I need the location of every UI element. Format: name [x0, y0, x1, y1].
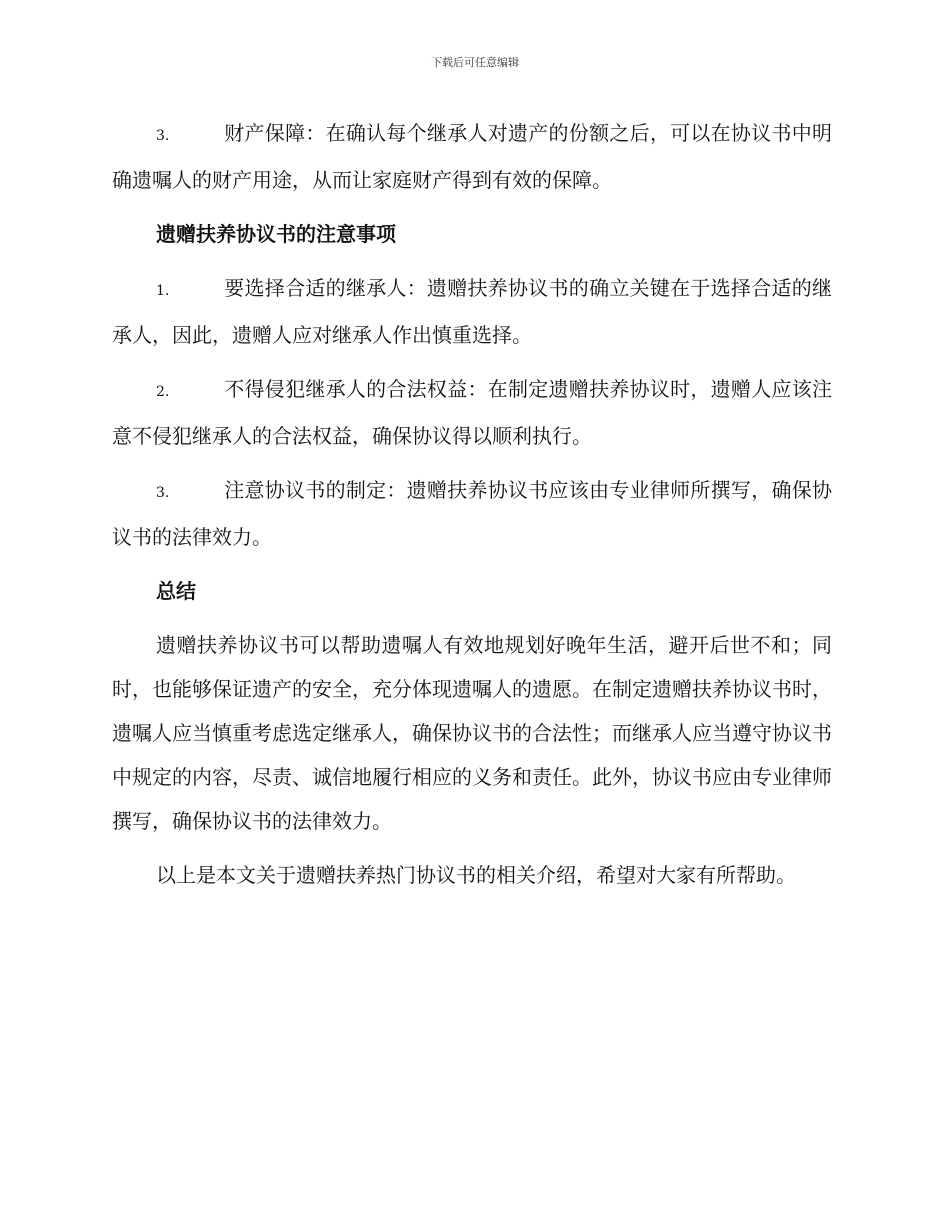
list-item: [112, 468, 832, 559]
list-item: [112, 111, 832, 202]
list-number: 3.: [156, 128, 170, 144]
section-heading-notes: 遗赠扶养协议书的注意事项: [156, 222, 396, 246]
section-heading-summary: 总结: [156, 579, 196, 603]
closing-paragraph: 以上是本文关于遗赠扶养热门协议书的相关介绍，希望对大家有所帮助。: [156, 863, 796, 887]
list-text: 财产保障：在确认每个继承人对遗产的份额之后，可以在协议书中明确遗嘱人的财产用途，从而让家庭财产得到有效的保障。: [112, 121, 832, 192]
list-number: 2.: [156, 384, 170, 400]
document-body: [112, 111, 832, 907]
list-item: [112, 367, 832, 458]
summary-paragraph: 遗赠扶养协议书可以帮助遗嘱人有效地规划好晚年生活，避开后世不和；同时，也能够保证遗产的安全，充分体现遗嘱人的遗愿。在制定遗赠扶养协议书时，遗嘱人应当慎重考虑选定继承人，确保协议书的合法性；而继承人应当遵守协议书中规定的内容，尽责、诚信地履行相应的义务和责任。此外，协议书应由专业律师撰写，确保协议书的法律效力。: [112, 633, 832, 833]
list-text: 不得侵犯继承人的合法权益：在制定遗赠扶养协议时，遗赠人应该注意不侵犯继承人的合法权益，确保协议得以顺利执行。: [112, 377, 832, 448]
header-note: 下载后可任意编辑: [431, 56, 519, 69]
list-text: 注意协议书的制定：遗赠扶养协议书应该由专业律师所撰写，确保协议书的法律效力。: [112, 478, 832, 549]
list-item: [112, 266, 832, 357]
list-number: 3.: [156, 485, 170, 501]
list-number: 1.: [156, 283, 170, 299]
list-text: 要选择合适的继承人：遗赠扶养协议书的确立关键在于选择合适的继承人，因此，遗赠人应对继承人作出慎重选择。: [112, 276, 832, 347]
